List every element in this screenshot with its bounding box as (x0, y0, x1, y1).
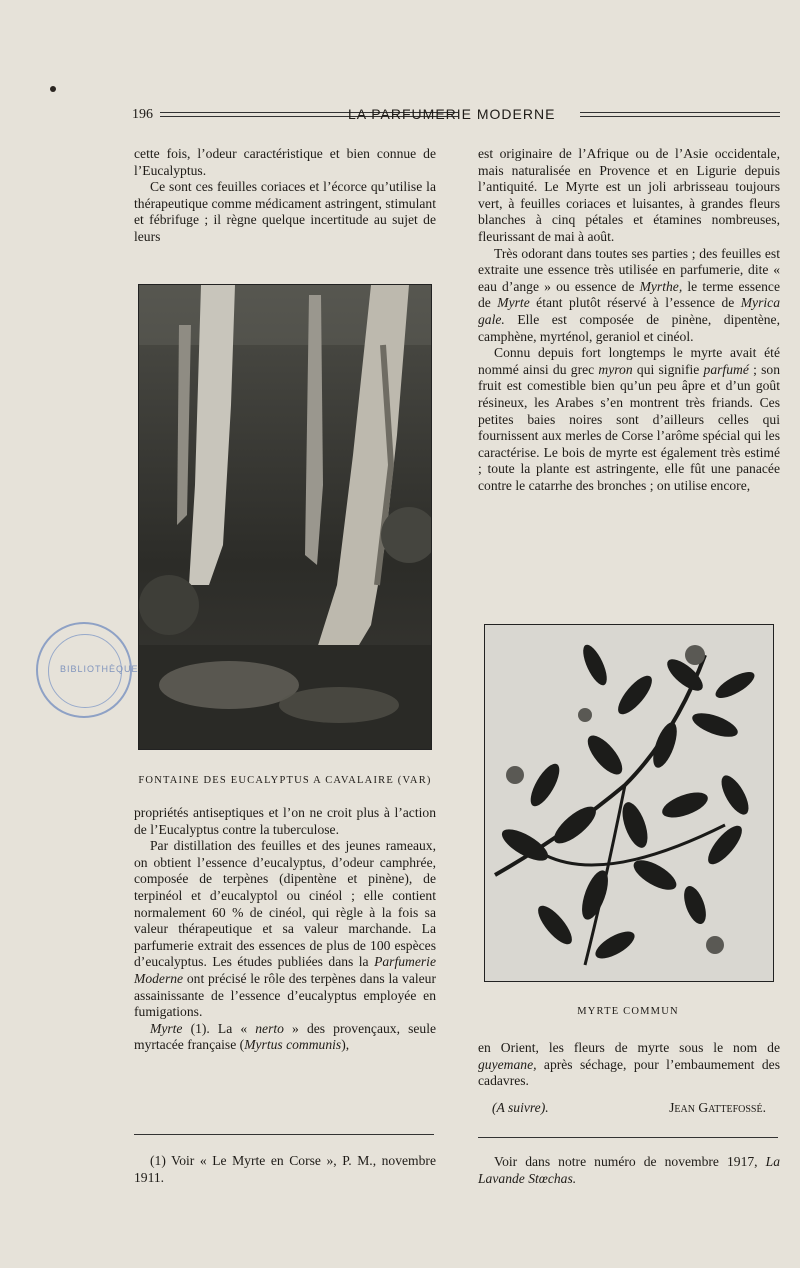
page-number: 196 (132, 107, 153, 122)
photo-caption-myrtle: MYRTE COMMUN (577, 1006, 679, 1017)
left-column-top (134, 146, 436, 246)
paragraph: propriétés antiseptiques et l’on ne croit plus à l’action de l’Eucalyptus contre la tuberculose. (134, 805, 436, 837)
right-column-bottom (478, 1040, 780, 1122)
paragraph: est originaire de l’Afrique ou de l’Asie occidentale, mais naturalisée en Provence et en Ligurie depuis l’antiquité. Le Myrte est un joli arbrisseau toujours vert, à feuilles coriaces et luisantes, à grandes fleurs blanches à cinq pétales et étamines nombreuses, fleurissant de mai à août. (478, 146, 780, 244)
myrtle-photo (484, 624, 774, 982)
ink-dot (50, 86, 56, 92)
signature-line (478, 1094, 780, 1122)
eucalyptus-photo (138, 284, 432, 750)
paragraph: Très odorant dans toutes ses parties ; des feuilles est extraite une essence très utilisée en parfumerie, dite « eau d’ange » ou essence de Myrthe, le terme essence de Myrte étant plutôt réservé à l’essence de Myrica gale. Elle est composée de pinène, dipentène, camphène, myrténol, geraniol et cinéol. (478, 245, 780, 344)
stamp-text: BIBLIOTHÈQUE (60, 664, 139, 674)
paragraph: Connu depuis fort longtemps le myrte avait été nommé ainsi du grec myron qui signifie parfumé ; son fruit est comestible bien qu’un peu âpre et d’un goût résineux, les Arabes s’en montrent très friands. Ces petites baies noires sont d’ailleurs celles qui fournissent aux merles de Corse l’arôme spécial qui les caractérise. Le bois de myrte est également très estimé ; toute la plante est astringente, elle fût une panacée contre le catarrhe des bronches ; on utilise encore, (478, 345, 781, 493)
journal-title: LA PARFUMERIE MODERNE (348, 106, 556, 122)
footnote-rule-left (134, 1134, 434, 1135)
photo-caption-eucalyptus: FONTAINE DES EUCALYPTUS A CAVALAIRE (VAR) (138, 775, 432, 786)
footnote-right (478, 1154, 780, 1187)
paragraph: Myrte (1). La « nerto » des provençaux, seule myrtacée française (Myrtus communis), (134, 1020, 436, 1053)
left-column-bottom (134, 805, 436, 1054)
footnote-left (134, 1153, 436, 1186)
paragraph: en Orient, les fleurs de myrte sous le nom de guyemane, après séchage, pour l’embaumement des cadavres. (478, 1040, 780, 1089)
library-stamp (36, 622, 139, 718)
to-be-continued: (A suivre). (492, 1099, 549, 1115)
footnote: Voir dans notre numéro de novembre 1917, La Lavande Stœchas. (478, 1154, 780, 1186)
footnote-rule-right (478, 1137, 778, 1138)
running-head (128, 107, 780, 125)
header-rule-right (580, 112, 780, 117)
paragraph: Ce sont ces feuilles coriaces et l’écorce qu’utilise la thérapeutique comme médicament astringent, stimulant et fébrifuge ; il règne quelque incertitude au sujet de leurs (134, 179, 436, 244)
paragraph: Par distillation des feuilles et des jeunes rameaux, on obtient l’essence d’eucalyptus, d’odeur camphrée, composée de terpènes (dipentène et pinène), de terpinéol et d’eucalyptol ou cinéol ; elle contient normalement 60 % de cinéol, qui règle à la fois sa valeur thérapeutique et sa valeur marchande. La parfumerie extrait des essences de plus de 100 espèces d’eucalyptus. Les études publiées dans la Parfumerie Moderne ont précisé le rôle des terpènes dans la valeur assainissante de l’essence d’eucalyptus employée en fumigations. (134, 838, 436, 1020)
paragraph: cette fois, l’odeur caractéristique et bien connue de l’Eucalyptus. (134, 146, 436, 178)
author-signature: Jean Gattefossé. (669, 1099, 766, 1115)
footnote: (1) Voir « Le Myrte en Corse », P. M., novembre 1911. (134, 1153, 436, 1185)
right-column-top (478, 146, 780, 494)
